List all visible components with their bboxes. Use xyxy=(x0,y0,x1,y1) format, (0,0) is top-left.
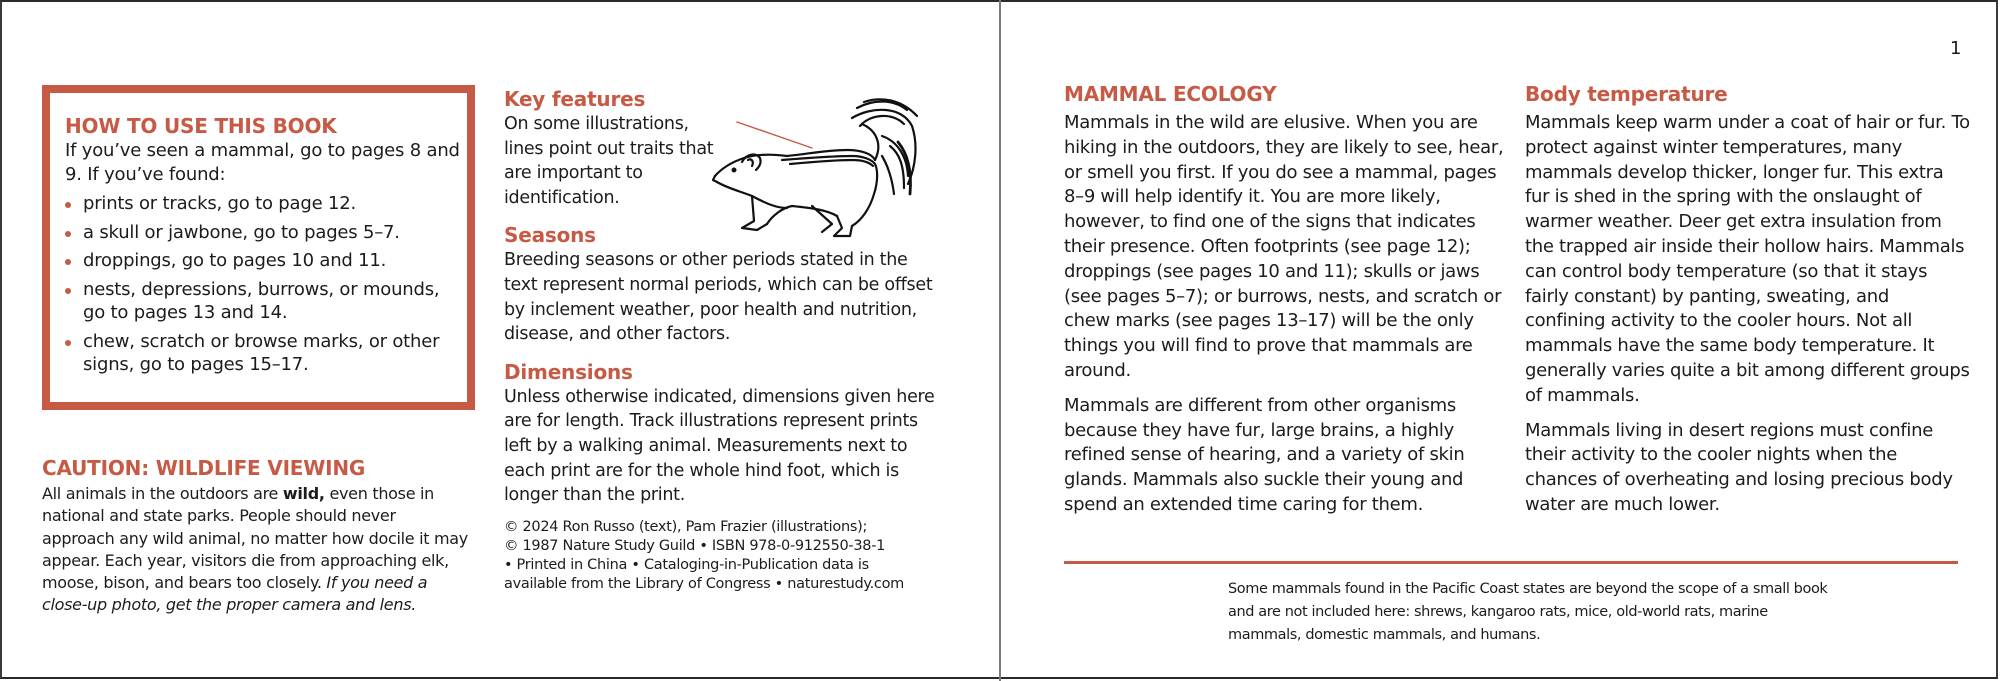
list-item: nests, depressions, burrows, or mounds, go to pages 13 and 14. xyxy=(65,278,463,325)
body-temperature-heading: Body temperature xyxy=(1525,82,1728,106)
caution-text: even those in national and state parks. People should never approach any wild animal, no matter how docile it may appear. Each year, visitors die from approaching elk, moose, bison, and bears too closely. xyxy=(42,484,468,593)
dimensions-heading: Dimensions xyxy=(504,359,633,384)
list-item: droppings, go to pages 10 and 11. xyxy=(65,249,463,273)
mammal-ecology-section xyxy=(1064,80,1504,518)
list-item: prints or tracks, go to page 12. xyxy=(65,192,463,216)
skunk-illustration-icon xyxy=(712,96,922,242)
caution-italic-note: If you need a close-up photo, get the proper camera and lens. xyxy=(42,573,428,615)
mammal-ecology-paragraph: Mammals are different from other organisms because they have fur, large brains, a highly refined sense of hearing, and a variety of skin glands. Mammals also suckle their young and spend an extended time caring for them. xyxy=(1064,394,1465,515)
copyright-line: © 1987 Nature Study Guild • ISBN 978-0-912550-38-1 xyxy=(504,537,886,554)
dimensions-section xyxy=(504,359,944,508)
caution-section xyxy=(42,455,472,617)
body-temperature-paragraph: Mammals keep warm under a coat of hair or fur. To protect against winter temperatures, many mammals develop thicker, longer fur. This extra fur is shed in the spring with the onslaught of warmer weather. Deer get extra insulation from the trapped air inside their hollow hairs. Mammals can control body temperature (so that it stays fairly constant) by panting, sweating, and confining activity to the cooler hours. Not all mammals have the same body temperature. It generally varies quite a bit among different groups of mammals. xyxy=(1525,112,1970,406)
list-item: chew, scratch or browse marks, or other signs, go to pages 15–17. xyxy=(65,330,463,377)
section-divider xyxy=(1064,561,1958,564)
seasons-body: Breeding seasons or other periods stated in the text represent normal periods, which can be offset by inclement weather, poor health and nutrition, disease, and other factors. xyxy=(504,250,933,345)
key-features-body: On some illustrations, lines point out traits that are important to identification. xyxy=(504,114,714,208)
how-to-list xyxy=(65,192,467,377)
copyright-line: © 2024 Ron Russo (text), Pam Frazier (illustrations); xyxy=(504,518,868,535)
key-features-heading: Key features xyxy=(504,87,646,111)
dimensions-body: Unless otherwise indicated, dimensions given here are for length. Track illustrations represent prints left by a walking animal. Measurements next to each print are for the whole hind foot, which is longer than the print. xyxy=(504,386,935,506)
copyright-line: available from the Library of Congress • naturestudy.com xyxy=(504,575,904,592)
body-temperature-paragraph: Mammals living in desert regions must confine their activity to the cooler nights when the chances of overheating and losing precious body water are much lower. xyxy=(1525,419,1953,515)
body-temperature-section xyxy=(1525,80,1970,518)
caution-body xyxy=(42,483,472,617)
caution-bold-word: wild, xyxy=(282,484,325,503)
copyright-block xyxy=(504,518,944,594)
mammal-ecology-heading: MAMMAL ECOLOGY xyxy=(1064,82,1277,106)
copyright-line: • Printed in China • Cataloging-in-Publication data is xyxy=(504,556,869,573)
list-item: a skull or jawbone, go to pages 5–7. xyxy=(65,221,463,245)
mammal-ecology-paragraph: Mammals in the wild are elusive. When you are hiking in the outdoors, they are likely to see, hear, or smell you first. If you do see a mammal, pages 8–9 will help identify it. You are more likely, however, to find one of the signs that indicates their presence. Often footprints (see page 12); droppings (see pages 10 and 11); skulls or jaws (see pages 5–7); or burrows, nests, and scratch or chew marks (see pages 13–17) will be the only things you will find to prove that mammals are around. xyxy=(1064,112,1504,381)
scope-footnote: Some mammals found in the Pacific Coast states are beyond the scope of a small book and are not included here: shrews, kangaroo rats, mice, old-world rats, marine mammals, domestic mammals, and humans. xyxy=(1228,581,1828,643)
caution-text: All animals in the outdoors are xyxy=(42,484,283,503)
seasons-heading: Seasons xyxy=(504,223,596,248)
caution-heading: CAUTION: WILDLIFE VIEWING xyxy=(42,456,366,480)
how-to-intro: If you’ve seen a mammal, go to pages 8 and 9. If you’ve found: xyxy=(65,140,460,185)
page-gutter xyxy=(999,0,1001,681)
page-number: 1 xyxy=(1950,38,1962,59)
how-to-use-box xyxy=(42,85,475,410)
how-to-heading: HOW TO USE THIS BOOK xyxy=(65,114,337,138)
